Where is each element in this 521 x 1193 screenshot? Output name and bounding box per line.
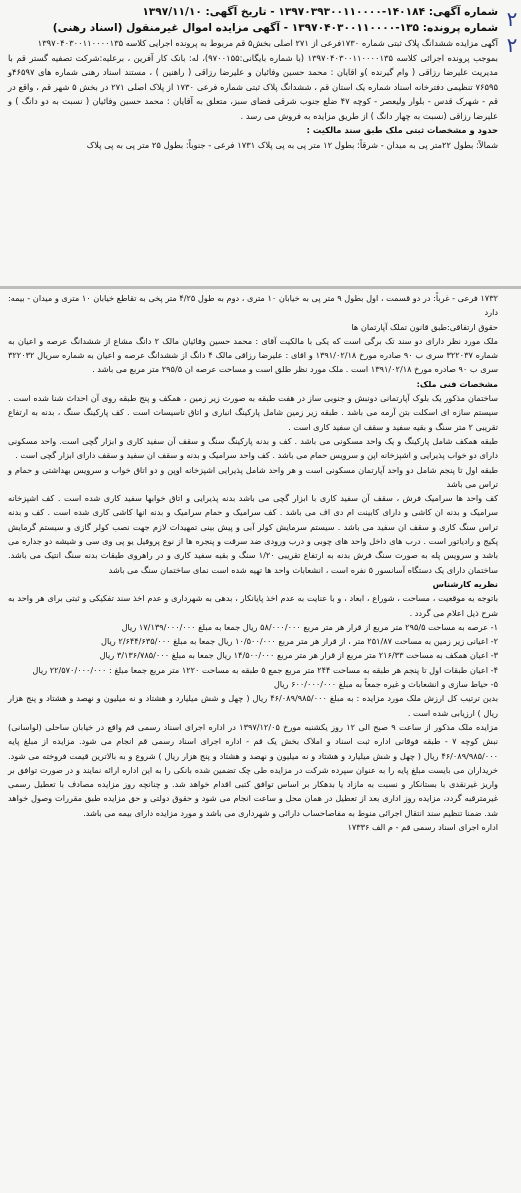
technical-specs-heading: مشخصات فنی ملک: xyxy=(416,378,498,389)
auction-terms-paragraph: مزایده ملک مذکور از ساعت ۹ صبح الی ۱۲ روز یکشنبه مورخ ۱۳۹۷/۱۲/۰۵ در اداره اجرای اسناد رسمی قم واقع در خیابان ساحلی (لواسانی) نبش کوچه ۷ - طبقه فوقانی اداره ثبت اسناد و املاک بخش یک قم - اداره اجرای اسناد رسمی قم انجام می شود. مزایده از مبلغ پایه ۴۶/۰۸۹/۹۸۵/۰۰۰ ریال ( چهل و شش میلیارد و هشتاد و نه میلیون و نهصد و هشتاد و پنج هزار ریال ) شروع و به بالاترین قیمت فروخته می شود. خریداران می بایست مبلغ پایه را به عنوان سپرده شرکت در مزایده طی چک تضمین شده بانکی را به این اداره ارائه نمایند و در صورت توافق بر واریز غیرنقدی با بستانکار و نسبت به مازاد یا بدهکار بر اساس توافق کتبی اقدام خواهد شد. و چنانچه روز مزایده مصادف با تعطیل رسمی غیرمترقبه گردد، مزایده روز اداری بعد از تعطیل در همان محل و ساعت انجام می شود و حقوق دولتی و حق مزایده طبق مقررات وصول خواهد شد. ضمنا تنظیم سند انتقال اجرائی منوط به مفاصاحساب دارائی و شهرداری می باشد و مورد مزایده دارای بیمه می باشد. xyxy=(8,721,498,818)
valuation-item-4: ۴- اعیان طبقات اول تا پنجم هر طبقه به مساحت ۲۴۴ متر مربع جمع ۵ طبقه به مساحت ۱۲۲۰ متر مربع جمعا مبلغ : ۲۲/۵۷۰/۰۰۰/۰۰۰ ریال xyxy=(32,664,498,675)
ownership-paragraph: ملک مورد نظر دارای دو سند تک برگی است که یکی با مالکیت آقای : محمد حسین وفائیان مالک ۲ دانگ مشاع از ششدانگ عرصه و اعیان به شماره ۳۲۲۰۳۷ سری ب ۹۰ صادره مورخ ۱۳۹۱/۰۲/۱۸ و اقای : علیرضا رزاقی مالک ۴ دانگ از ششدانگ عرصه و اعیان به شماره سریال ۳۲۲۰۳۲ سری ب ۹۰ صادره مورخ ۱۳۹۱/۰۲/۱۸ است . ملک مورد نظر طلق است و مساحت عرصه ان ۲۹۵/۵ متر مربع می باشد . xyxy=(8,335,498,375)
case-details-paragraph: بموجب پرونده اجرائی کلاسه ۱۳۹۷۰۴۰۳۰۰۱۱۰۰۰۰۱۳۵ (با شماره بایگانی:۹۷۰۰۱۵۵)، له: بانک کار آفرین ، برعلیه:شرکت تصفیه گستر قم با مدیریت علیرضا رزاقی ( وام گیرنده )و اقایان : محمد حسین وفائیان و علیرضا رزاقی ( راهنین ) ، مستند اسناد رهنی شماره های ۴۶۵۹۷و ۷۶۵۹۵ تنظیمی دفترخانه اسناد شماره یک استان قم ، ششدانگ پلاک ثبتی شماره فرعی ۱۷۳۰ از پلاک اصلی ۲۷۱ در بخش ۵ شهر قم ، واقع در قم - شهرک قدس - بلوار ولیعصر - کوچه ۴۷ ضلع جنوب شرقی فضای سبز، متعلق به آقایان : محمد حسین وفائیان ( نسبت به دو دانگ ) و علیرضا رزاقی (نسبت به چهار دانگ ) از طریق مزایده به فروش می رسد . xyxy=(8,52,498,121)
upper-floors-paragraph: طبقه اول تا پنجم شامل دو واحد آپارتمان مسکونی است و هر واحد شامل پذیرایی اشپزخانه اوپن و دو اتاق خواب و سرویس بهداشتی و حمام و تراس می باشد xyxy=(8,464,498,489)
boundaries-continued: ۱۷۳۲ فرعی - غرباً: در دو قسمت ، اول بطول ۹ متر پی به خیابان ۱۰ متری ، دوم به طول ۴/۲۵ متر پخی به تقاطع خیابان ۱۰ متری و میدان - بیمه: دارد xyxy=(8,293,498,318)
handwritten-margin-note: ۲ ۲ xyxy=(506,7,518,57)
issuing-office-signature: اداره اجرای اسناد رسمی قم - م الف ۱۷۳۳۶ xyxy=(347,821,498,832)
easement-rights: حقوق ارتفاقی:طبق قانون تملک آپارتمان ها xyxy=(351,321,498,332)
auction-notice-top-section xyxy=(8,4,498,152)
valuation-item-1: ۱- عرصه به مساحت ۲۹۵/۵ متر مربع از قرار هر متر مربع ۵۸/۰۰۰/۰۰۰ ریال جمعا به مبلغ ۱۷/۱۳۹/۰۰۰/۰۰۰ ریال xyxy=(121,621,498,632)
expert-opinion-heading: نظریه کارشناس xyxy=(432,578,498,589)
intro-paragraph: آگهی مزایده ششدانگ پلاک ثبتی شماره ۱۷۳۰فرعی از ۲۷۱ اصلی بخش۵ قم مربوط به پرونده اجرایی کلاسه ۱۳۹۷۰۴۰۳۰۰۱۱۰۰۰۰۱۳۵ xyxy=(37,38,498,48)
boundaries-heading: حدود و مشخصات ثبتی ملک طبق سند مالکیت : xyxy=(306,125,498,135)
auction-notice-bottom-section xyxy=(8,291,498,834)
structure-paragraph: ساختمان مذکور یک بلوک آپارتمانی دونبش و جنوبی ساز در هفت طبقه به صورت زیر زمین ، همکف و پنج طبقه روی آن احداث شنا شده است . سیستم سازه ای اسکلت بتن آرمه می باشد . طبقه زیر زمین شامل پارکینگ انباری و اتاق تاسیسات است . کف پارکینگ سنگ ، بدنه به ارتفاع تقریبی ۲ متر سنگ و بقیه سفید و سقف ان سفید کاری است . xyxy=(8,393,498,432)
boundaries-paragraph: شمالاً: بطول ۲۲متر پی به میدان - شرقاً: بطول ۱۲ متر پی به پی پلاک ۱۷۳۱ فرعی - جنوباً: بطول ۲۵ متر پی به پی پلاک xyxy=(86,139,498,150)
case-number-title: شماره پرونده: ۱۳۵-۱۳۹۷۰۴۰۳۰۰۱۱۰۰۰۰ - آگهی مزایده اموال غیرمنقول (اسناد رهنی) xyxy=(52,22,498,34)
total-value-paragraph: بدین ترتیب کل ارزش ملک مورد مزایده : به مبلغ ۴۶/۰۸۹/۹۸۵/۰۰۰ ریال ( چهل و شش میلیارد و هشتاد و نه میلیون و نهصد و هشتاد و پنج هزار ریال ) ارزیابی شده است . xyxy=(8,693,498,718)
notice-number-line: شماره آگهی: ۱۴۰۱۸۴-۱۳۹۷۰۳۹۳۰۰۱۱۰۰۰۰ - تاریخ آگهی: ۱۳۹۷/۱۱/۱۰ xyxy=(142,6,498,18)
valuation-item-5: ۵- حیاط سازی و انشعابات و غیره جمعاً به مبلغ ۶۰۰/۰۰۰/۰۰۰ ریال xyxy=(273,679,498,690)
finishes-paragraph: کف واحد ها سرامیک فرش ، سقف آن سفید کاری با ابزار گچی می باشد بدنه پذیرایی و اتاق خوابها سفید کاری شده است . کف اشپزخانه سرامیک و بدنه ان کاشی و دارای کابینت ام دی اف می باشد . کف سرامیک و حمام سرامیک و بدنه انها کاشی کاری شده است . کف و بدنه تراس سنگ کاری و سقف ان سفید می باشد . سیستم سرمایش کولر آبی و پیش بینی تمهیدات لازم جهت نصب کولر گازی و سیستم گرمایش پکیج و رادیاتور است . درب های داخل واحد های چوبی و درب ورودی ضد سرقت و پنجره ها از نوع پروفیل یو پی وی سی و شیشه دو جداره می باشد و سرویس پله به صورت سنگ فرش بدنه به ارتفاع تقریبی ۱/۲۰ سنگ و بقیه سفید کاری و در راهروی طبقات بدنه سنگ انتیک می باشد. ساختمان دارای یک دستگاه آسانسور ۵ نفره است ، انشعابات واحد ها تهیه شده است نمای ساختمان سنگ می باشد xyxy=(8,493,499,575)
valuation-item-3: ۳- اعیان همکف به مساحت ۲۱۶/۳۳ متر مربع از قرار هر متر مربع ۱۴/۵۰۰/۰۰۰ ریال جمعا به مبلغ ۳/۱۳۶/۷۸۵/۰۰۰ ریال xyxy=(99,650,498,661)
ground-floor-paragraph: طبقه همکف شامل پارکینگ و یک واحد مسکونی می باشد . کف و بدنه پارکینگ سنگ و سقف آن سفید کاری و ابزار گچی است. واحد مسکونی دارای دو خواب پذیرایی و اشپزخانه اپن و سرویس حمام می باشد . کف واحد سرامیک و بدنه و سقف ان سفید و سقف دارای ابزار گچی است . xyxy=(8,435,498,461)
section-divider xyxy=(0,286,521,289)
valuation-item-2: ۲- اعیانی زیر زمین به مساحت ۲۵۱/۸۷ متر ، از قرار هر متر مربع ۱۰/۵۰۰/۰۰۰ ریال جمعا به مبلغ ۲/۶۴۴/۶۳۵/۰۰۰ ریال xyxy=(101,636,498,647)
expert-opinion-intro: باتوجه به موقعیت ، مساحت ، شوراع ، ابعاد ، و با عنایت به عدم اخذ پایانکار ، بدهی به شهرداری و عدم اخذ سند تفکیکی و ثبتی برای هر واحد به شرح ذیل اعلام می گردد . xyxy=(8,593,498,618)
